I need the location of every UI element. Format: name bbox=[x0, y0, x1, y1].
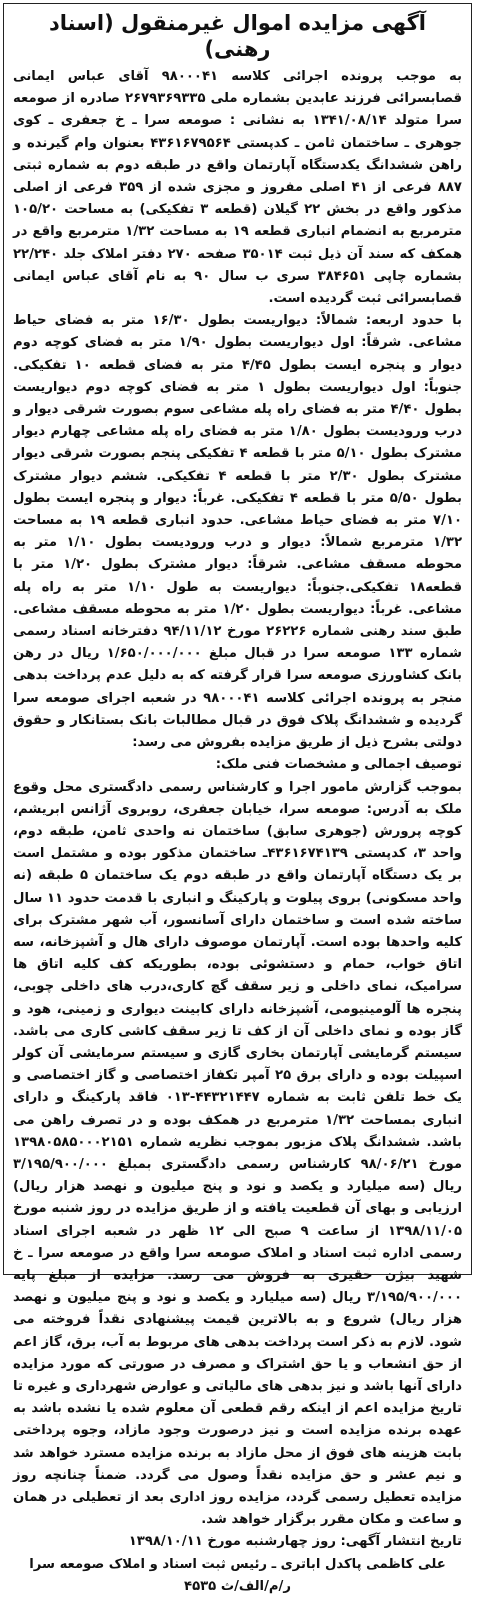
boundaries-paragraph: با حدود اربعه: شمالاً: دیواریست بطول ۱۶/۳۰ متر به فضای حیاط مشاعی. شرقاً: اول دیواریست بطول ۱/۹۰ متر به فضای کوچه دوم دیوار و پنجره ایست بطول ۴/۴۵ متر به فضای قطعه ۱۰ تفکیکی. جنوباً: اول دیواریست بطول ۱ متر به فضای کوچه دوم دیواریست بطول ۴/۴۰ متر به فضای راه پله مشاعی سوم بصورت شرقی دیوار و درب ورودیست بطول ۱/۸۰ متر به فضای راه پله مشاعی چهارم دیوار مشترک بطول ۵/۱۰ متر با قطعه ۴ تفکیکی پنجم بصورت شرقی دیوار مشترک بطول ۲/۳۰ متر با قطعه ۴ تفکیکی. ششم دیوار مشترک بطول ۵/۵۰ متر با قطعه ۴ تفکیکی. غرباً: دیوار و پنجره ایست بطول ۷/۱۰ متر به فضای حیاط مشاعی. حدود انباری قطعه ۱۹ به مساحت ۱/۳۲ مترمربع شمالاً: دیوار و درب ورودیست بطول ۱/۱۰ متر به محوطه مسقف مشاعی. شرقاً: دیوار مشترک بطول ۱/۲۰ متر با قطعه۱۸ تفکیکی.جنوباً: دیواریست به طول ۱/۱۰ متر به راه پله مشاعی. غرباً: دیواریست بطول ۱/۲۰ متر به محوطه مسقف مشاعی. طبق سند رهنی شماره ۲۶۲۲۶ مورخ ۹۴/۱۱/۱۲ دفترخانه اسناد رسمی شماره ۱۳۳ صومعه سرا در قبال مبلغ ۱/۶۵۰/۰۰۰/۰۰۰ ریال در رهن بانک کشاورزی صومعه سرا قرار گرفته که به دلیل عدم پرداخت بدهی منجر به پرونده اجرائی کلاسه ۹۸۰۰۰۴۱ در شعبه اجرای صومعه سرا گردیده و ششدانگ پلاک فوق در قبال مطالبات بانک بستانکار و حقوق دولتی بشرح ذیل از طریق مزایده بفروش می رسد: bbox=[13, 313, 462, 751]
reference-code: ر/م/الف/ث ۴۵۳۵ bbox=[184, 1578, 291, 1594]
description-subheading: توصیف اجمالی و مشخصات فنی ملک: bbox=[215, 757, 462, 773]
notice-intro-paragraph: به موجب پرونده اجرائی کلاسه ۹۸۰۰۰۴۱ آقای عباس ایمانی قصابسرائی فرزند عابدین بشماره ملی ۲۶۷۹۳۶۹۳۳۵ صادره از صومعه سرا متولد ۱۳۴۱/۰۸/۱۴ به نشانی : صومعه سرا ـ خ جعفری ـ کوی جوهری ـ ساختمان ثامن ـ کدپستی ۴۳۶۱۶۷۹۵۶۴ بعنوان وام گیرنده و راهن ششدانگ یکدستگاه آپارتمان واقع در طبقه دوم به شماره ثبتی ۸۸۷ فرعی از ۴۱ اصلی مفروز و مجزی شده از ۳۵۹ فرعی از اصلی مذکور واقع در بخش ۲۲ گیلان (قطعه ۳ تفکیکی) به مساحت ۱۰۵/۲۰ مترمربع به انضمام انباری قطعه ۱۹ به مساحت ۱/۳۲ مترمربع واقع در همکف که سند آن ذیل ثبت ۳۵۰۱۴ صفحه ۲۷۰ دفتر املاک جلد ۲۲/۲۴۰ بشماره چاپی ۳۸۴۶۵۱ سری ب سال ۹۰ به نام آقای عباس ایمانی قصابسرائی ثبت گردیده است. bbox=[13, 69, 463, 307]
signature-line: علی کاظمی پاکدل اباتری ـ رئیس ثبت اسناد و املاک صومعه سرا bbox=[29, 1556, 446, 1572]
auction-notice bbox=[3, 3, 472, 1594]
notice-title: آگهی مزایده اموال غیرمنقول (اسناد رهنی) bbox=[49, 11, 426, 61]
publish-date: تاریخ انتشار آگهی: روز چهارشنبه مورخ ۱۳۹۸/۱۰/۱۱ bbox=[128, 1534, 462, 1550]
property-description-paragraph: بموجب گزارش مامور اجرا و کارشناس رسمی دادگستری محل وقوع ملک به آدرس: صومعه سرا، خیابان جعفری، روبروی آژانس ابریشم، کوچه پرورش (جوهری سابق) ساختمان نه واحدی ثامن، طبقه دوم، واحد ۳، کدپستی ۴۳۶۱۶۷۴۱۳۹ـ ساختمان مذکور بوده و مشتمل است بر یک دستگاه آپارتمان واقع در طبقه دوم یک ساختمان ۵ طبقه (نه واحد مسکونی) بروی پیلوت و پارکینگ و انباری با قدمت حدود ۱۱ سال ساخته شده است و ساختمان دارای آسانسور، آب شهر مشترک برای کلیه واحدها بوده است. آپارتمان موصوف دارای هال و آشپزخانه، سه اتاق خواب، حمام و دستشوئی بوده، بطوریکه کف کلیه اتاق ها سرامیک، نمای داخلی و زیر سقف گچ کاری،درب های داخلی چوبی، پنجره ها آلومینیومی، آشپزخانه دارای کابینت دیواری و زمینی، هود و گاز بوده و نمای داخلی آن از کف تا زیر سقف کاشی کاری می باشد. سیستم گرمایشی آپارتمان بخاری گازی و سیستم سرمایشی آن کولر اسپیلت بوده و دارای برق ۲۵ آمپر تکفاز اختصاصی و گاز اختصاصی و یک خط تلفن ثابت به شماره ۴۴۳۲۱۴۴۷-۰۱۳ فاقد پارکینگ و دارای انباری بمساحت ۱/۳۲ مترمربع در همکف بوده و در تصرف راهن می باشد. ششدانگ پلاک مزبور بموجب نظریه شماره ۱۳۹۸۰۵۸۵۰۰۰۲۱۵۱ مورخ ۹۸/۰۶/۲۱ کارشناس رسمی دادگستری بمبلغ ۳/۱۹۵/۹۰۰/۰۰۰ ریال (سه میلیارد و یکصد و نود و پنج میلیون و نهصد هزار ریال) ارزیابی و بهای آن قطعیت یافته و از طریق مزایده در روز شنبه مورخ ۱۳۹۸/۱۱/۰۵ از ساعت ۹ صبح الی ۱۲ ظهر در شعبه اجرای اسناد رسمی اداره ثبت اسناد و املاک صومعه سرا واقع در صومعه سرا ـ خ شهید بیژن حقیری به فروش می رسد. مزایده از مبلغ پایه ۳/۱۹۵/۹۰۰/۰۰۰ ریال (سه میلیارد و یکصد و نود و پنج میلیون و نهصد هزار ریال) شروع و به بالاترین قیمت پیشنهادی نقداً فروخته می شود. لازم به ذکر است پرداخت بدهی های مربوط به آب، برق، گاز اعم از حق انشعاب و یا حق اشتراک و مصرف در صورتی که مورد مزایده دارای آنها باشد و نیز بدهی های مالیاتی و عوارض شهرداری و غیره تا تاریخ مزایده اعم از اینکه رقم قطعی آن معلوم شده یا نشده باشد به عهده برنده مزایده است و نیز درصورت وجود مازاد، وجوه پرداختی بابت هزینه های فوق از محل مازاد به برنده مزایده مسترد خواهد شد و نیم عشر و حق مزایده نقداً وصول می گردد. ضمناً چنانچه روز مزایده تعطیل رسمی گردد، مزایده روز اداری بعد از تعطیلی در همان و ساعت و مکان مقرر برگزار خواهد شد. bbox=[12, 779, 463, 1528]
